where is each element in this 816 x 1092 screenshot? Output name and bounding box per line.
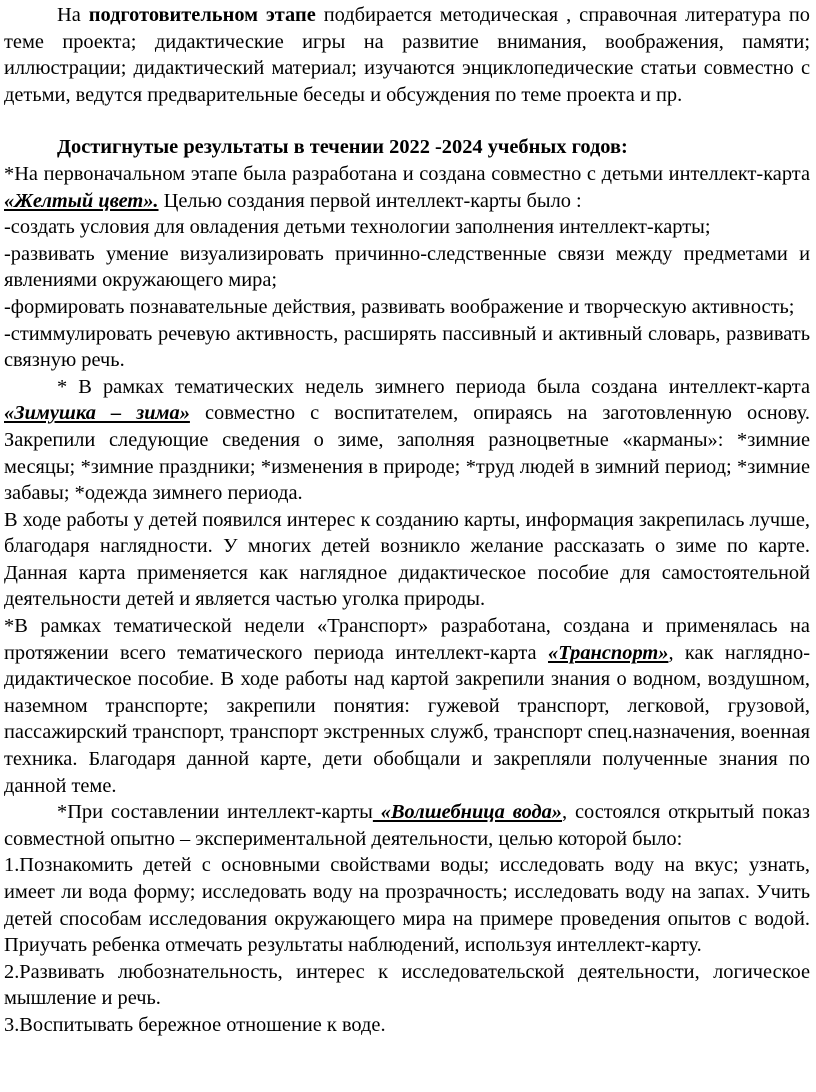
map-title: «Транспорт»: [548, 641, 669, 664]
paragraph-preparatory-stage: [4, 2, 810, 108]
paragraph-winter-result: В ходе работы у детей появился интерес к созданию карты, информация закрепилась лучше, благодаря наглядности. У многих детей возникло желание рассказать о зиме по карте. Данная карта применяется как наглядное дидактическое пособие для самостоятельной деятельности детей и является частью уголка природы.: [4, 508, 810, 611]
map-title: «Зимушка – зима»: [4, 402, 190, 425]
paragraph-winter-map: [4, 374, 810, 507]
text: , состоялся открытый показ совместной опытно – экспериментальной деятельности, целью которой было:: [4, 801, 810, 850]
text: подбирается методическая , справочная литература по теме проекта; дидактические игры на развитие внимания, воображения, памяти; иллюстрации; дидактический материал; изучаются энциклопедические статьи совместно с детьми, ведутся предварительные беседы и обсуждения по теме проекта и пр.: [4, 4, 810, 106]
paragraph-transport-map: [4, 613, 810, 799]
goal-item: -стиммулировать речевую активность, расширять пассивный и активный словарь, развивать связную речь.: [4, 322, 810, 372]
map-title: «Волшебница вода»: [372, 801, 562, 824]
text: *На первоначальном этапе была разработана и создана совместно с детьми интеллект-карта: [4, 162, 810, 185]
paragraph-water-map: [4, 799, 810, 852]
text: , как наглядно-дидактическое пособие. В ходе работы над картой закрепили знания о водном, воздушном, наземном транспорте; закрепили понятия: гужевой транспорт, легковой, грузовой, пассажирский транспорт, транспорт экстренных служб, транспорт спец.назначения, военная техника. Благодаря данной карте, дети обобщали и закрепляли полученные знания по данной теме.: [4, 641, 810, 797]
numbered-item: 3.Воспитывать бережное отношение к воде.: [4, 1013, 386, 1036]
text: * В рамках тематических недель зимнего периода была создана интеллект-карта: [57, 375, 810, 398]
map-title: «Желтый цвет».: [4, 189, 159, 212]
text: *При составлении интеллект-карты: [57, 801, 373, 824]
goal-item: -создать условия для овладения детьми технологии заполнения интеллект-карты;: [4, 216, 711, 239]
bold-term: подготовительном этапе: [88, 4, 316, 26]
goal-item: -формировать познавательные действия, развивать воображение и творческую активность;: [4, 295, 795, 318]
section-heading: Достигнутые результаты в течении 2022 -2024 учебных годов:: [57, 136, 628, 159]
numbered-item: 1.Познакомить детей с основными свойствами воды; исследовать воду на вкус; узнать, имеет ли вода форму; исследовать воду на прозрачность; исследовать воду на запах. Учить детей способам исследования окружающего мира на примере проведения опытов с водой. Приучать ребенка отмечать результаты наблюдений, используя интеллект-карту.: [4, 854, 810, 957]
numbered-item: 2.Развивать любознательность, интерес к исследовательской деятельности, логическое мышление и речь.: [4, 960, 810, 1010]
goal-item: -развивать умение визуализировать причинно-следственные связи между предметами и явлениями окружающего мира;: [4, 242, 810, 292]
text: Целью создания первой интеллект-карты было :: [158, 189, 582, 212]
text: *В рамках тематической недели «Транспорт» разработана, создана и применялась на протяжении всего тематического периода интеллект-карта: [4, 615, 810, 664]
text: На: [57, 4, 89, 26]
text: совместно с воспитателем, опираясь на заготовленную основу. Закрепили следующие сведения о зиме, заполняя разноцветные «карманы»: *зимние месяцы; *зимние праздники; *изменения в природе; *труд людей в зимний период; *зимние забавы; *одежда зимнего периода.: [4, 402, 810, 505]
paragraph-yellow-map: [4, 161, 810, 214]
